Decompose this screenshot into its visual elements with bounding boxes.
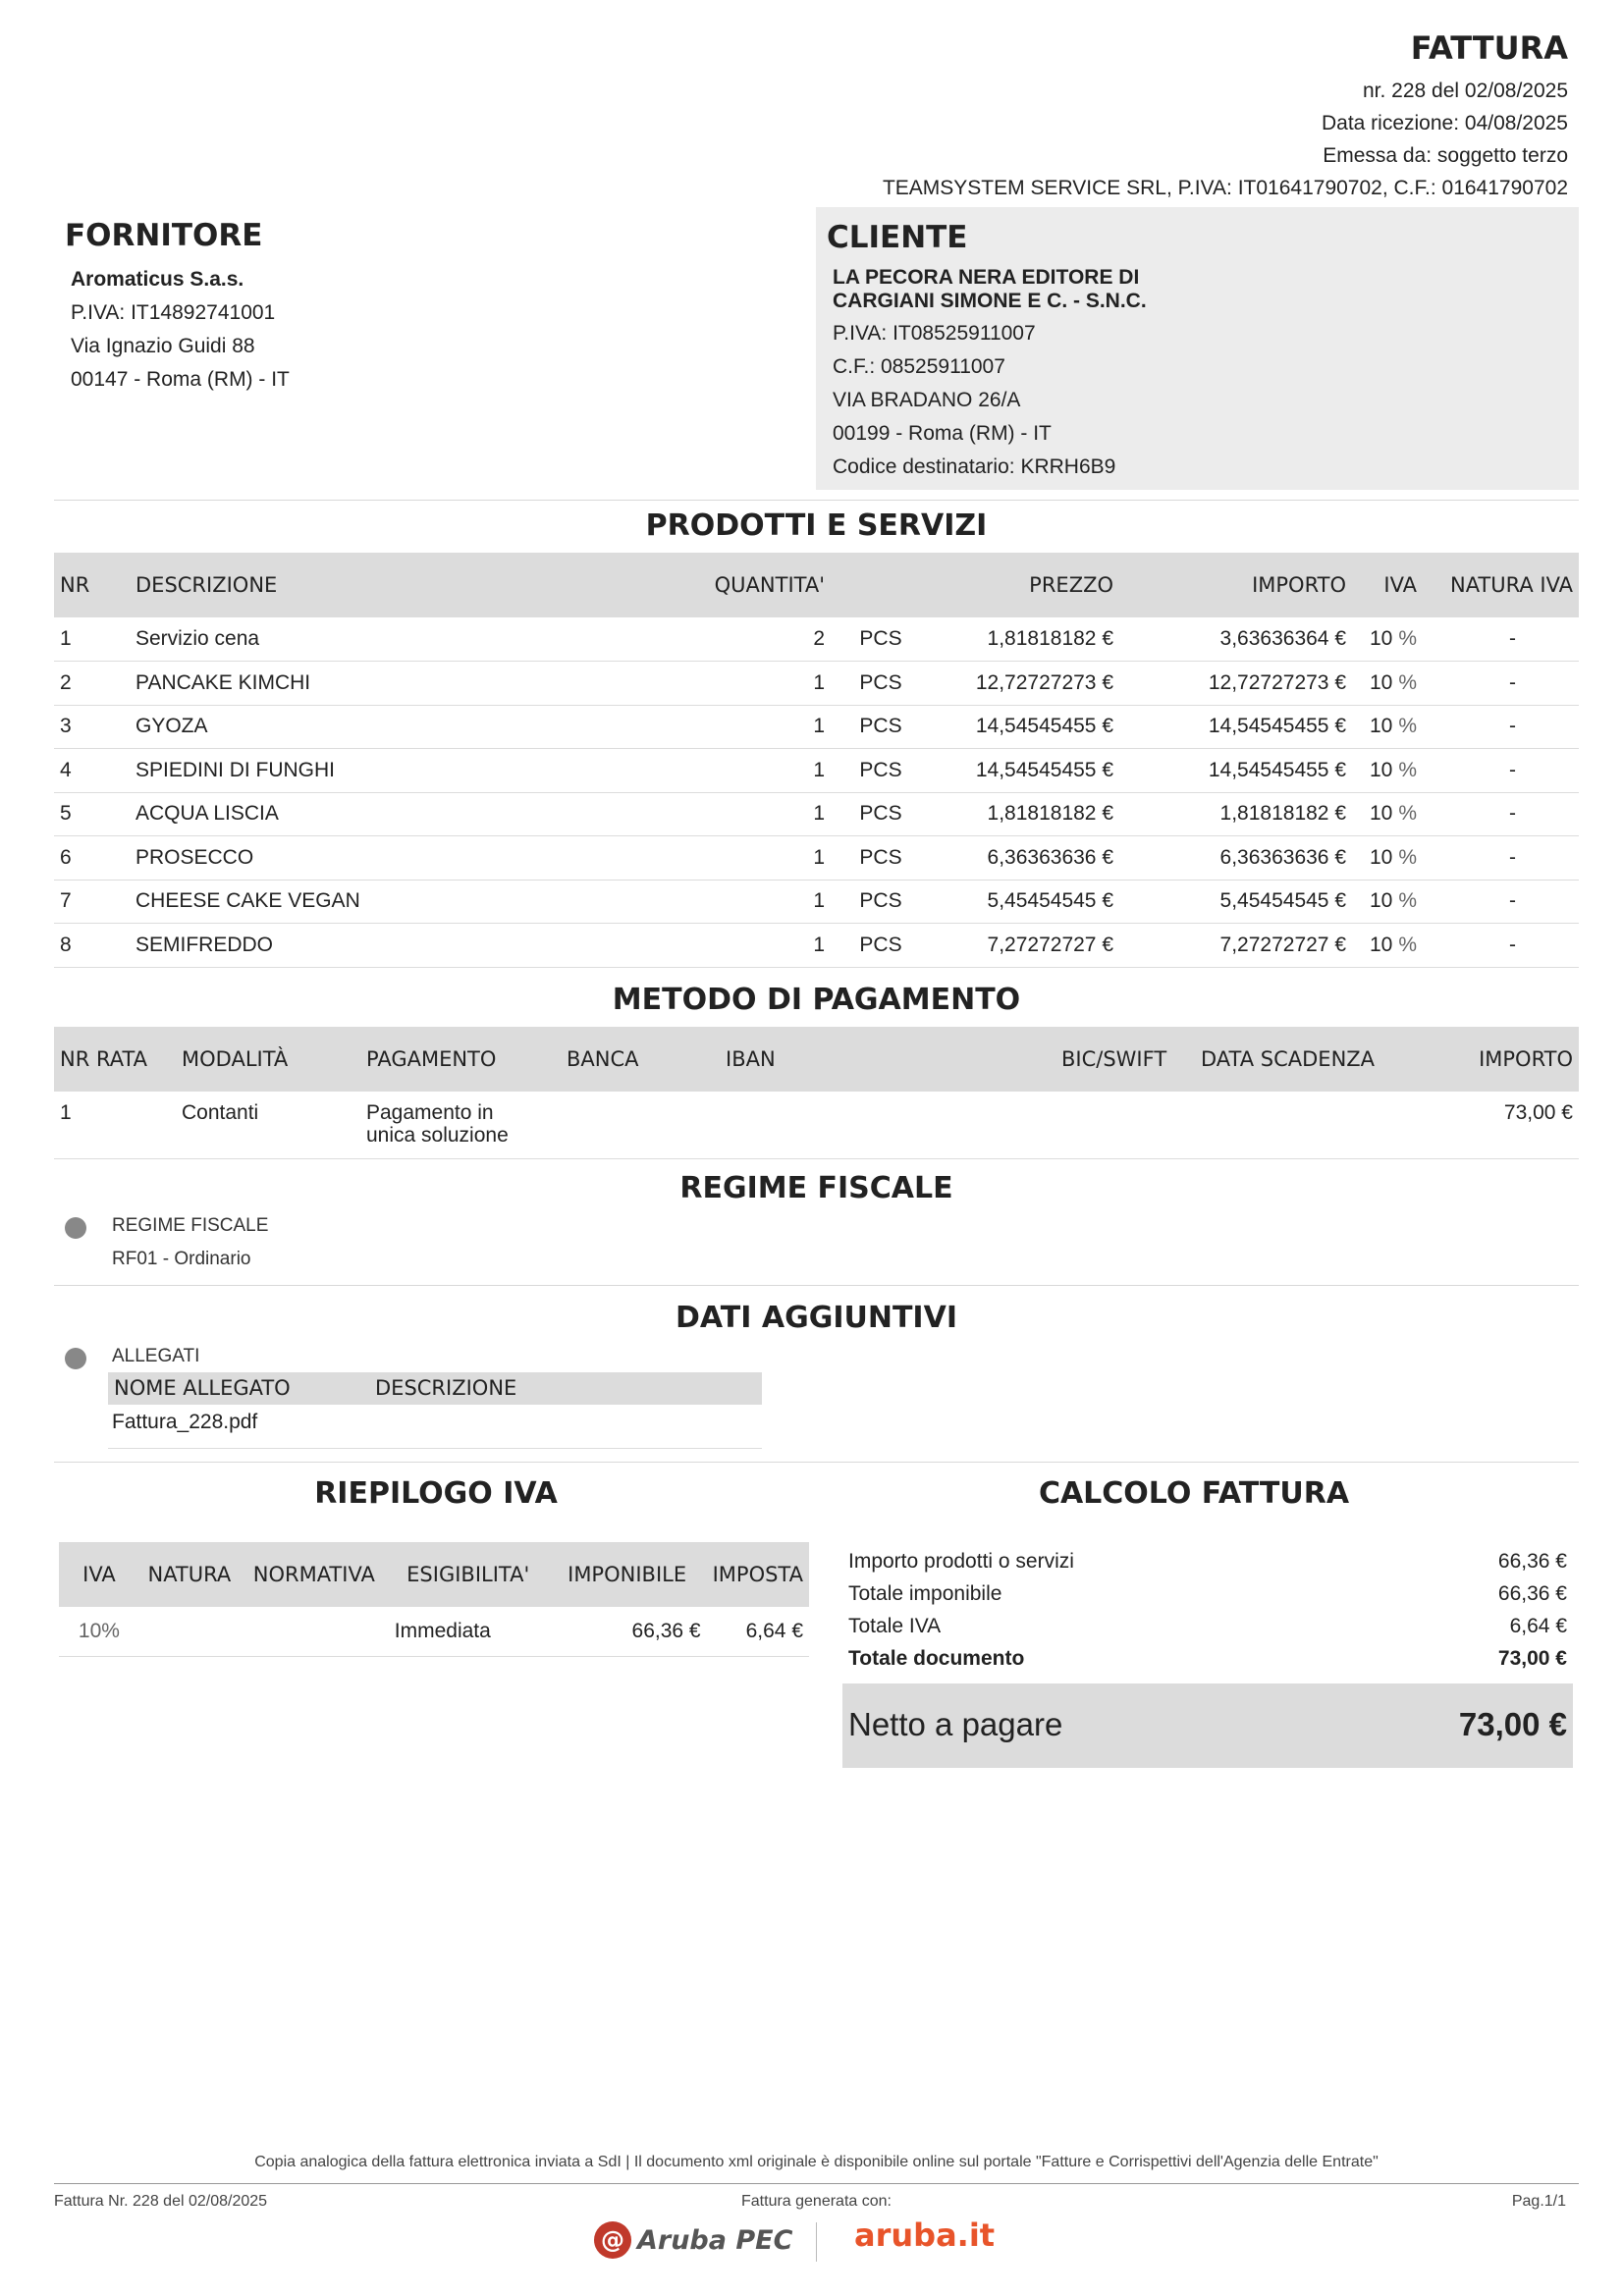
row-price: 12,72727273 € <box>931 662 1119 706</box>
bullet-icon <box>65 1217 86 1239</box>
attachment-file[interactable]: Fattura_228.pdf <box>112 1411 258 1433</box>
row-amount: 5,45454545 € <box>1119 880 1352 924</box>
row-vat <box>1352 705 1423 749</box>
row-price: 6,36363636 € <box>931 836 1119 881</box>
client-vat: P.IVA: IT08525911007 <box>833 322 1036 345</box>
vat-esigibilita: Immediata <box>389 1607 548 1656</box>
row-unit: PCS <box>831 749 931 793</box>
row-price: 14,54545455 € <box>931 749 1119 793</box>
row-desc: SPIEDINI DI FUNGHI <box>130 749 681 793</box>
divider <box>54 2183 1579 2184</box>
pay-payment-line2: unica soluzione <box>366 1124 509 1147</box>
row-vat <box>1352 880 1423 924</box>
payment-table <box>54 1027 1579 1159</box>
table-row <box>54 705 1579 749</box>
col-esigibilita: ESIGIBILITA' <box>389 1542 548 1607</box>
calc-total-row <box>848 1642 1567 1675</box>
pay-payment-line1: Pagamento in <box>366 1101 494 1124</box>
row-vat-value: 10 <box>1369 802 1393 826</box>
row-vat-value: 10 <box>1369 933 1393 956</box>
row-price: 7,27272727 € <box>931 924 1119 968</box>
row-nr: 3 <box>54 705 130 749</box>
divider <box>54 500 1579 501</box>
payment-heading: METODO DI PAGAMENTO <box>612 983 1021 1017</box>
row-qty: 1 <box>681 880 831 924</box>
calc-row-label: Totale IVA <box>848 1615 942 1637</box>
row-price: 5,45454545 € <box>931 880 1119 924</box>
row-unit: PCS <box>831 662 931 706</box>
supplier-heading: FORNITORE <box>65 218 263 253</box>
row-vat-percent: % <box>1398 889 1417 913</box>
client-name-1: LA PECORA NERA EDITORE DI <box>833 266 1140 289</box>
calc-heading: CALCOLO FATTURA <box>1038 1476 1350 1511</box>
row-nature: - <box>1423 792 1579 836</box>
row-vat <box>1352 749 1423 793</box>
calc-block <box>848 1545 1567 1675</box>
col-attachment-desc: DESCRIZIONE <box>375 1376 517 1400</box>
calc-row-value: 66,36 € <box>1497 1550 1567 1573</box>
row-nr: 4 <box>54 749 130 793</box>
client-box <box>816 207 1579 490</box>
aruba-pec-logo <box>592 2220 792 2260</box>
footer-left: Fattura Nr. 228 del 02/08/2025 <box>54 2193 268 2210</box>
invoice-number: nr. 228 del 02/08/2025 <box>1362 80 1568 102</box>
col-vat: IVA <box>1352 553 1423 617</box>
col-bank: BANCA <box>561 1027 720 1092</box>
table-row <box>54 617 1579 662</box>
col-bic: BIC/SWIFT <box>1055 1027 1195 1092</box>
col-natura: NATURA <box>139 1542 240 1607</box>
row-vat-value: 10 <box>1369 845 1393 869</box>
client-address: VIA BRADANO 26/A <box>833 389 1021 411</box>
table-row <box>54 880 1579 924</box>
vat-summary-table <box>59 1542 809 1657</box>
row-nr: 1 <box>54 617 130 662</box>
divider <box>54 1285 1579 1286</box>
net-label: Netto a pagare <box>848 1706 1063 1742</box>
calc-row-label: Importo prodotti o servizi <box>848 1550 1074 1573</box>
invoice-title: FATTURA <box>1410 29 1568 67</box>
net-payable-box <box>842 1683 1573 1768</box>
logo-divider <box>816 2222 817 2262</box>
row-qty: 1 <box>681 705 831 749</box>
row-unit: PCS <box>831 617 931 662</box>
row-desc: ACQUA LISCIA <box>130 792 681 836</box>
calc-total-label: Totale documento <box>848 1647 1025 1670</box>
col-amount: IMPORTO <box>1119 553 1352 617</box>
row-vat-percent: % <box>1398 670 1417 694</box>
col-qty: QUANTITA' <box>681 553 831 617</box>
row-nature: - <box>1423 705 1579 749</box>
row-vat-percent: % <box>1398 845 1417 869</box>
row-desc: GYOZA <box>130 705 681 749</box>
row-vat <box>1352 617 1423 662</box>
pay-nr: 1 <box>54 1092 176 1158</box>
row-vat-value: 10 <box>1369 758 1393 781</box>
row-nature: - <box>1423 617 1579 662</box>
col-attachment-name: NOME ALLEGATO <box>114 1376 291 1400</box>
net-value: 73,00 € <box>1458 1706 1567 1742</box>
additional-heading: DATI AGGIUNTIVI <box>676 1301 957 1335</box>
col-imposta: IMPOSTA <box>707 1542 809 1607</box>
col-nr: NR <box>54 553 130 617</box>
row-desc: CHEESE CAKE VEGAN <box>130 880 681 924</box>
row-nature: - <box>1423 836 1579 881</box>
vat-rate: 10% <box>59 1607 139 1656</box>
row-nr: 6 <box>54 836 130 881</box>
supplier-name: Aromaticus S.a.s. <box>71 268 244 291</box>
issued-by: Emessa da: soggetto terzo <box>1323 144 1568 167</box>
row-vat <box>1352 662 1423 706</box>
row-vat <box>1352 836 1423 881</box>
aruba-pec-text: Aruba PEC <box>637 2224 793 2256</box>
row-nr: 5 <box>54 792 130 836</box>
row-nature: - <box>1423 662 1579 706</box>
row-qty: 2 <box>681 617 831 662</box>
row-price: 1,81818182 € <box>931 792 1119 836</box>
attachments-label: ALLEGATI <box>112 1346 200 1366</box>
supplier-address: Via Ignazio Guidi 88 <box>71 335 255 357</box>
col-imponibile: IMPONIBILE <box>548 1542 707 1607</box>
row-vat-value: 10 <box>1369 715 1393 738</box>
vat-taxable: 66,36 € <box>548 1607 707 1656</box>
row-amount: 6,36363636 € <box>1119 836 1352 881</box>
row-qty: 1 <box>681 792 831 836</box>
footer-center: Fattura generata con: <box>741 2193 892 2210</box>
vat-summary-heading: RIEPILOGO IVA <box>314 1476 558 1511</box>
pay-amount: 73,00 € <box>1433 1092 1579 1158</box>
row-desc: PANCAKE KIMCHI <box>130 662 681 706</box>
row-vat-percent: % <box>1398 758 1417 781</box>
col-payment: PAGAMENTO <box>360 1027 561 1092</box>
svg-text:@: @ <box>601 2226 624 2254</box>
col-mode: MODALITÀ <box>176 1027 360 1092</box>
row-amount: 14,54545455 € <box>1119 705 1352 749</box>
col-nature: NATURA IVA <box>1423 553 1579 617</box>
supplier-vat: P.IVA: IT14892741001 <box>71 301 276 324</box>
col-iban: IBAN <box>720 1027 1055 1092</box>
regime-label: REGIME FISCALE <box>112 1215 269 1236</box>
col-price: PREZZO <box>931 553 1119 617</box>
calc-row-value: 66,36 € <box>1497 1582 1567 1605</box>
row-amount: 3,63636364 € <box>1119 617 1352 662</box>
row-vat-percent: % <box>1398 715 1417 738</box>
regime-heading: REGIME FISCALE <box>679 1171 953 1205</box>
client-heading: CLIENTE <box>827 220 968 255</box>
row-price: 1,81818182 € <box>931 617 1119 662</box>
row-qty: 1 <box>681 749 831 793</box>
table-row <box>54 924 1579 968</box>
row-nature: - <box>1423 880 1579 924</box>
calc-total-value: 73,00 € <box>1497 1647 1567 1670</box>
supplier-city: 00147 - Roma (RM) - IT <box>71 368 290 391</box>
table-row <box>54 792 1579 836</box>
products-table <box>54 553 1579 968</box>
client-city: 00199 - Roma (RM) - IT <box>833 422 1052 445</box>
row-unit: PCS <box>831 836 931 881</box>
supplier-block <box>71 263 290 397</box>
row-nr: 8 <box>54 924 130 968</box>
col-due: DATA SCADENZA <box>1195 1027 1433 1092</box>
vat-tax: 6,64 € <box>707 1607 809 1656</box>
footer-note: Copia analogica della fattura elettronica inviata a SdI | Il documento xml originale è disponibile online sul portale "Fatture e Corrispettivi dell'Agenzia delle Entrate" <box>254 2154 1379 2170</box>
row-qty: 1 <box>681 836 831 881</box>
row-vat-percent: % <box>1398 627 1417 650</box>
row-nr: 2 <box>54 662 130 706</box>
client-name-2: CARGIANI SIMONE E C. - S.N.C. <box>833 290 1147 312</box>
row-vat <box>1352 924 1423 968</box>
calc-row <box>848 1545 1567 1577</box>
row-qty: 1 <box>681 924 831 968</box>
row-unit: PCS <box>831 792 931 836</box>
row-vat-percent: % <box>1398 802 1417 826</box>
col-desc: DESCRIZIONE <box>130 553 681 617</box>
aruba-it-logo: aruba.it <box>854 2216 996 2254</box>
row-vat-value: 10 <box>1369 670 1393 694</box>
row-desc: Servizio cena <box>130 617 681 662</box>
row-price: 14,54545455 € <box>931 705 1119 749</box>
table-row <box>54 662 1579 706</box>
row-nature: - <box>1423 924 1579 968</box>
row-amount: 1,81818182 € <box>1119 792 1352 836</box>
calc-row-value: 6,64 € <box>1509 1615 1567 1637</box>
footer-right: Pag.1/1 <box>1511 2193 1566 2210</box>
col-pay-amount: IMPORTO <box>1433 1027 1579 1092</box>
row-vat-value: 10 <box>1369 627 1393 650</box>
client-block <box>833 266 1147 484</box>
products-heading: PRODOTTI E SERVIZI <box>645 508 988 543</box>
table-row <box>54 749 1579 793</box>
table-row <box>54 836 1579 881</box>
col-iva: IVA <box>59 1542 139 1607</box>
row-unit: PCS <box>831 705 931 749</box>
row-vat-percent: % <box>1398 933 1417 956</box>
col-normativa: NORMATIVA <box>240 1542 389 1607</box>
regime-value: RF01 - Ordinario <box>112 1249 251 1269</box>
row-nature: - <box>1423 749 1579 793</box>
row-amount: 7,27272727 € <box>1119 924 1352 968</box>
row-vat-value: 10 <box>1369 889 1393 913</box>
calc-row <box>848 1577 1567 1610</box>
bullet-icon <box>65 1348 86 1369</box>
client-cf: C.F.: 08525911007 <box>833 355 1005 378</box>
calc-row-label: Totale imponibile <box>848 1582 1002 1605</box>
row-vat <box>1352 792 1423 836</box>
row-desc: PROSECCO <box>130 836 681 881</box>
received-date: Data ricezione: 04/08/2025 <box>1321 112 1568 134</box>
row-amount: 14,54545455 € <box>1119 749 1352 793</box>
row-nr: 7 <box>54 880 130 924</box>
calc-row <box>848 1610 1567 1642</box>
row-desc: SEMIFREDDO <box>130 924 681 968</box>
col-nr-rata: NR RATA <box>54 1027 176 1092</box>
col-unit <box>831 553 931 617</box>
divider <box>108 1448 762 1449</box>
pay-payment <box>360 1092 561 1158</box>
client-recipient-code: Codice destinatario: KRRH6B9 <box>833 455 1116 478</box>
row-unit: PCS <box>831 880 931 924</box>
divider <box>54 1462 1579 1463</box>
aruba-pec-mark-icon <box>592 2219 633 2261</box>
pay-mode: Contanti <box>176 1092 360 1158</box>
attachments-header <box>108 1372 762 1405</box>
third-party-info: TEAMSYSTEM SERVICE SRL, P.IVA: IT01641790702, C.F.: 01641790702 <box>882 177 1568 199</box>
row-qty: 1 <box>681 662 831 706</box>
row-amount: 12,72727273 € <box>1119 662 1352 706</box>
row-unit: PCS <box>831 924 931 968</box>
